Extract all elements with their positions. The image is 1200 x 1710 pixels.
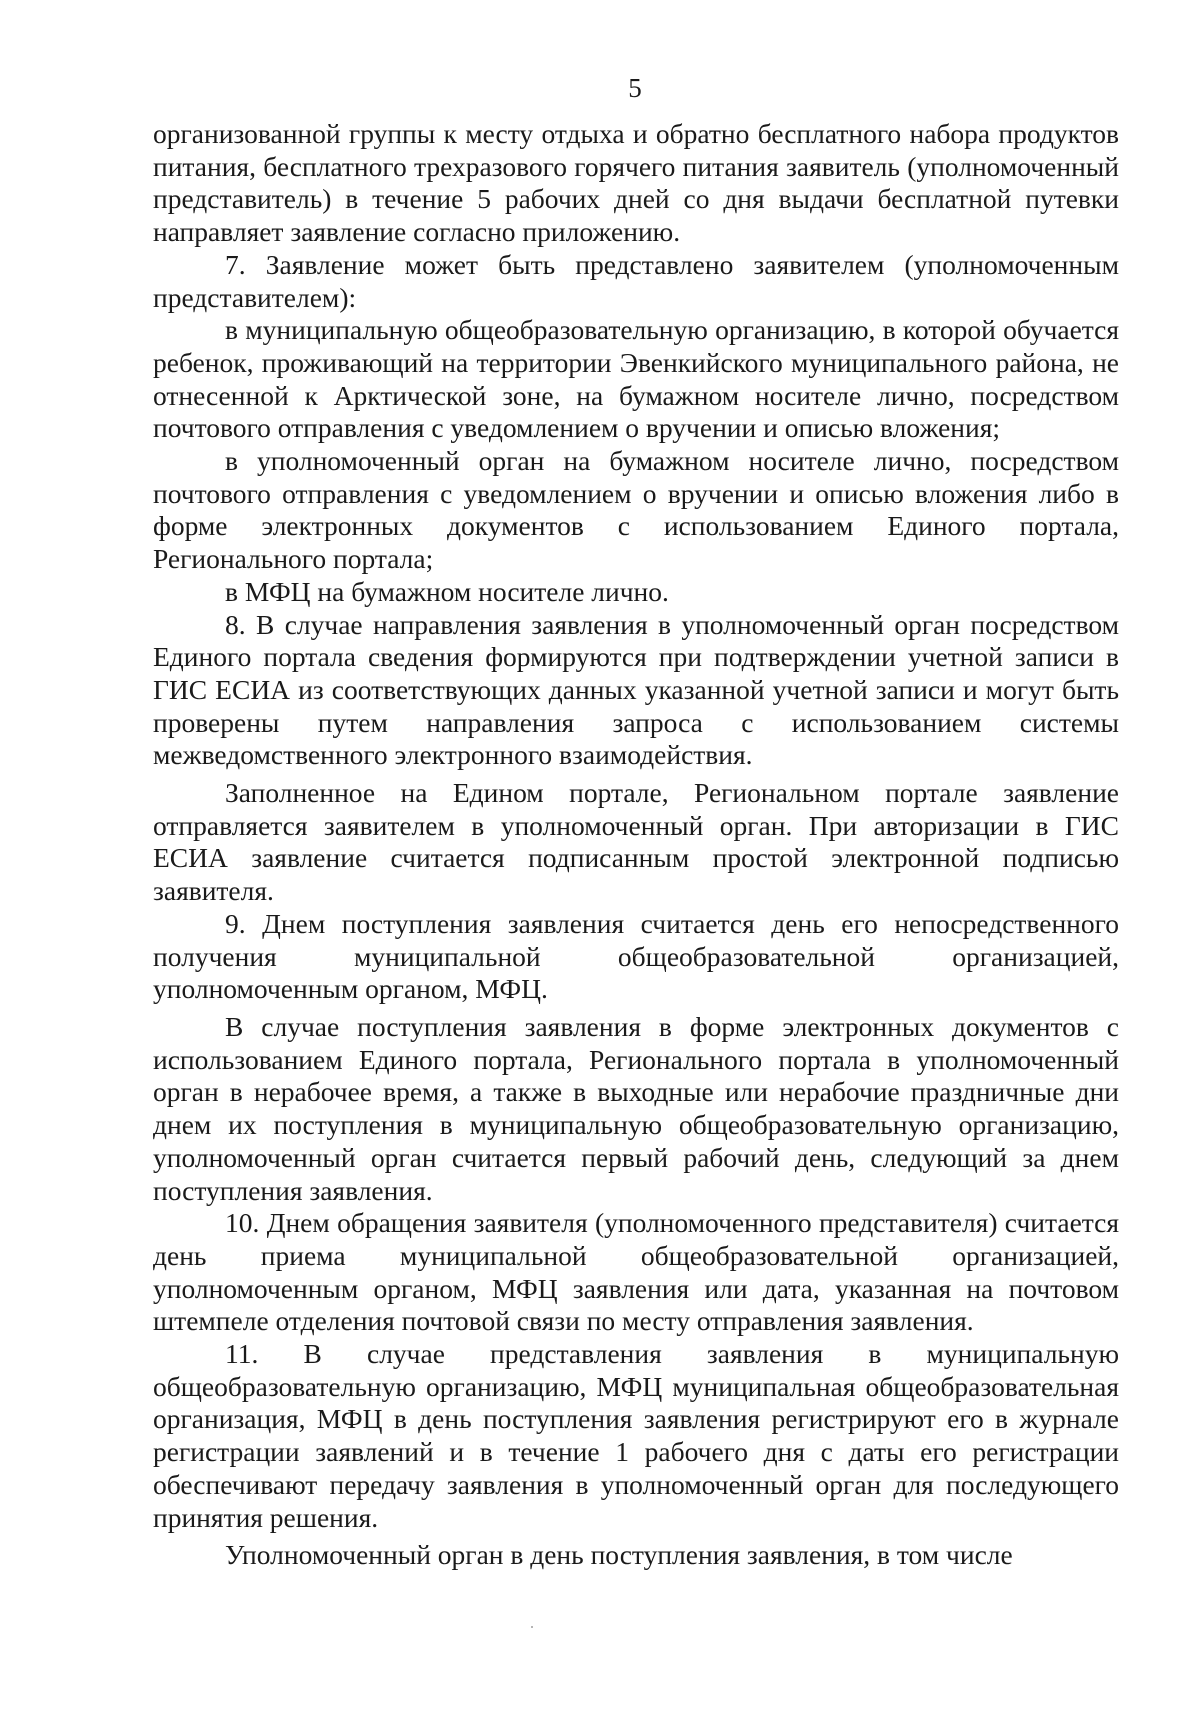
paragraph-item-8-portal: Заполненное на Едином портале, Региональном портале заявление отправляется заявителем в уполномоченный орган. При авторизации в ГИС ЕСИА заявление считается подписанным простой электронной подписью заявителя. <box>153 777 1119 907</box>
paragraph-continuation: организованной группы к месту отдыха и обратно бесплатного набора продуктов питания, бесплатного трехразового горячего питания заявитель (уполномоченный представитель) в течение 5 рабочих дней со дня выдачи бесплатной путевки направляет заявление согласно приложению. <box>153 118 1119 248</box>
page-number: 5 <box>628 73 642 103</box>
paragraph-item-9: 9. Днем поступления заявления считается день его непосредственного получения муниципальной общеобразовательной организацией, уполномоченным органом, МФЦ. <box>153 907 1119 1005</box>
paragraph-item-9-electronic: В случае поступления заявления в форме электронных документов с использованием Единого портала, Регионального портала в уполномоченный орган в нерабочее время, а также в выходные или нерабочие праздничные дни днем их поступления в муниципальную общеобразовательную организацию, уполномоченный орган считается первый рабочий день, следующий за днем поступления заявления. <box>153 1010 1119 1206</box>
paragraph-item-7: 7. Заявление может быть представлено заявителем (уполномоченным представителем): <box>153 248 1119 313</box>
document-body <box>153 118 1119 1572</box>
paragraph-item-10: 10. Днем обращения заявителя (уполномоченного представителя) считается день приема муниципальной общеобразовательной организацией, уполномоченным органом, МФЦ заявления или дата, указанная на почтовом штемпеле отделения почтовой связи по месту отправления заявления. <box>153 1207 1119 1337</box>
scan-artifact <box>531 1626 533 1628</box>
paragraph-authority-registration: Уполномоченный орган в день поступления заявления, в том числе <box>225 1539 1013 1571</box>
paragraph-item-11: 11. В случае представления заявления в муниципальную общеобразовательную организацию, МФЦ муниципальная общеобразовательная организация, МФЦ в день поступления заявления регистрируют его в журнале регистрации заявлений и в течение 1 рабочего дня с даты его регистрации обеспечивают передачу заявления в уполномоченный орган для последующего принятия решения. <box>153 1338 1119 1533</box>
paragraph-option-mfc: в МФЦ на бумажном носителе лично. <box>225 575 669 607</box>
paragraph-option-school: в муниципальную общеобразовательную организацию, в которой обучается ребенок, проживающий на территории Эвенкийского муниципального района, не отнесенной к Арктической зоне, на бумажном носителе лично, посредством почтового отправления с уведомлением о вручении и описью вложения; <box>153 314 1119 444</box>
paragraph-option-authority: в уполномоченный орган на бумажном носителе лично, посредством почтового отправления с уведомлением о вручении и описью вложения либо в форме электронных документов с использованием Единого портала, Регионального портала; <box>153 445 1119 575</box>
paragraph-item-8: 8. В случае направления заявления в уполномоченный орган посредством Единого портала сведения формируются при подтверждении учетной записи в ГИС ЕСИА из соответствующих данных указанной учетной записи и могут быть проверены путем направления запроса с использованием системы межведомственного электронного взаимодействия. <box>153 608 1119 771</box>
